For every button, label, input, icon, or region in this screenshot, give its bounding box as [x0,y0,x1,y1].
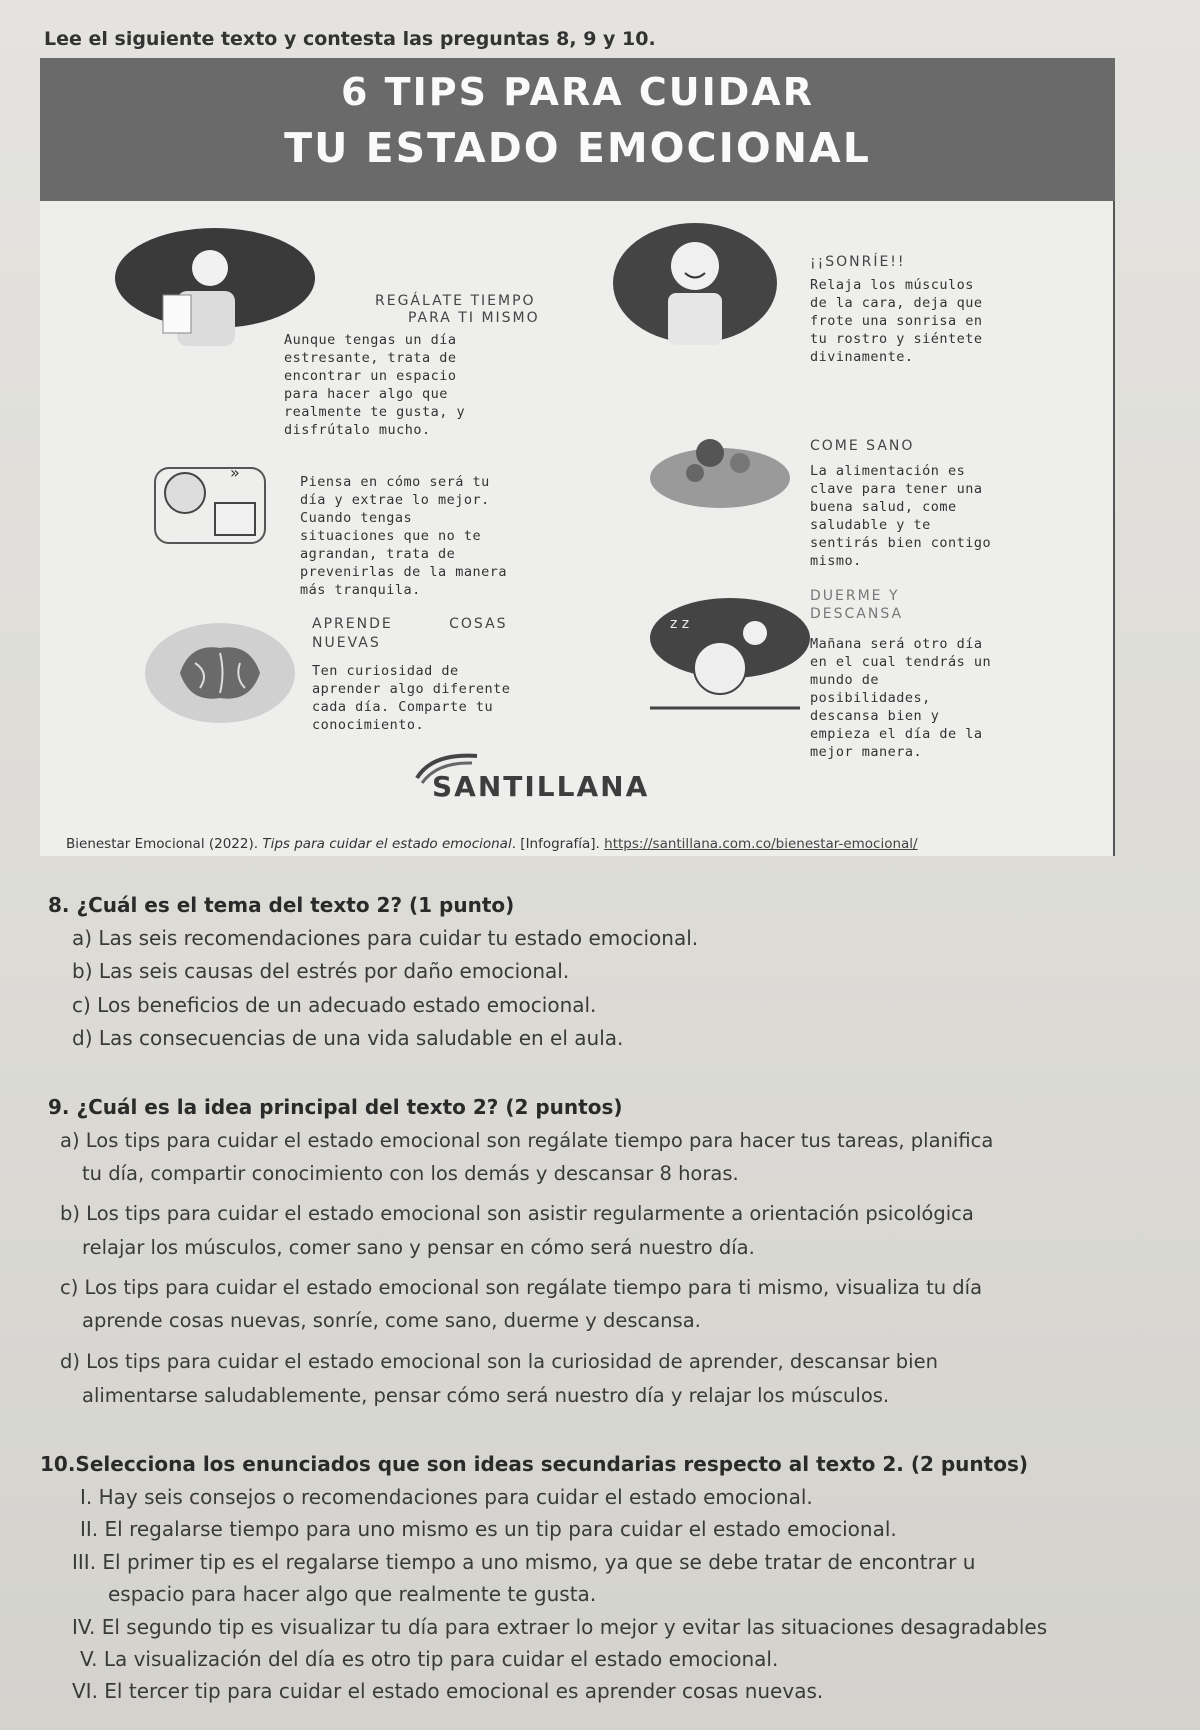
tip-regalate-title2: PARA TI MISMO [408,310,540,326]
q10-statement-vi[interactable]: VI. El tercer tip para cuidar el estado emocional es aprender cosas nuevas. [72,1679,824,1703]
tip-come-title: COME SANO [810,438,915,454]
tip-sonrie-body: Relaja los músculos de la cara, deja que frote una sonrisa en tu rostro y siéntete divinamente. [810,277,983,365]
banner-title-line1: 6 TIPS PARA CUIDAR [341,70,814,114]
citation: Bienestar Emocional (2022). Tips para cuidar el estado emocional. [Infografía]. https://santillana.com.co/bienestar-emocional/ [66,836,918,852]
q8-option-a[interactable]: a) Las seis recomendaciones para cuidar tu estado emocional. [72,926,699,950]
svg-text:z z: z z [670,616,690,632]
sleeping-person-illustration [630,588,810,728]
q9-option-a-line2: tu día, compartir conocimiento con los demás y descansar 8 horas. [82,1162,739,1185]
citation-link[interactable]: https://santillana.com.co/bienestar-emocional/ [604,836,918,852]
tip-sonrie-title: ¡¡SONRÍE!! [810,254,906,270]
q9-option-a-line1[interactable]: a) Los tips para cuidar el estado emocional son regálate tiempo para hacer tus tareas, planifica [60,1129,994,1152]
banner-title-line2: TU ESTADO EMOCIONAL [284,124,871,172]
healthy-food-illustration [640,418,800,518]
tip-duerme-body: Mañana será otro día en el cual tendrás un mundo de posibilidades, descansa bien y empieza el día de la mejor manera. [810,636,992,760]
tip-aprende-body: Ten curiosidad de aprender algo diferente cada día. Comparte tu conocimiento. [312,663,511,733]
tip-duerme-title1: DUERME Y [810,588,900,604]
thinking-girl-illustration [135,458,295,548]
q9-option-c-line1[interactable]: c) Los tips para cuidar el estado emocional son regálate tiempo para ti mismo, visualiza tu día [60,1276,983,1299]
q8-option-d[interactable]: d) Las consecuencias de una vida saludable en el aula. [72,1026,624,1050]
infographic [40,58,1115,856]
q9-option-b-line1[interactable]: b) Los tips para cuidar el estado emocional son asistir regularmente a orientación psicológica [60,1202,974,1225]
svg-text:»: » [230,463,240,482]
q9-option-b-line2: relajar los músculos, comer sano y pensar en cómo será nuestro día. [82,1236,755,1259]
tip-aprende-title2: NUEVAS [312,635,381,651]
santillana-logo-text: SANTILLANA [432,770,650,803]
q10-statement-ii[interactable]: II. El regalarse tiempo para uno mismo es un tip para cuidar el estado emocional. [80,1517,897,1541]
tip-duerme-title2: DESCANSA [810,606,904,622]
infographic-banner [40,58,1115,201]
tip-piensa-body: Piensa en cómo será tu día y extrae lo mejor. Cuando tengas situaciones que no te agrandan, trata de prevenirlas de la manera más tranquila. [300,474,508,598]
question-10-heading: 10.Selecciona los enunciados que son ideas secundarias respecto al texto 2. (2 puntos) [40,1452,1028,1476]
q8-option-b[interactable]: b) Las seis causas del estrés por daño emocional. [72,959,570,983]
q10-statement-iii-line2: espacio para hacer algo que realmente te gusta. [108,1582,597,1606]
tip-come-body: La alimentación es clave para tener una buena salud, come saludable y te sentirás bien contigo mismo. [810,463,992,569]
brain-illustration [140,618,300,728]
tip-regalate-title1: REGÁLATE TIEMPO [375,293,536,309]
smiling-person-illustration [610,218,780,348]
tip-aprende-title1: APRENDE COSAS [312,616,508,632]
q10-statement-i[interactable]: I. Hay seis consejos o recomendaciones para cuidar el estado emocional. [80,1485,813,1509]
q10-statement-v[interactable]: V. La visualización del día es otro tip para cuidar el estado emocional. [80,1647,779,1671]
q10-statement-iii-line1[interactable]: III. El primer tip es el regalarse tiempo a uno mismo, ya que se debe tratar de encontrar u [72,1550,976,1574]
q9-option-d-line2: alimentarse saludablemente, pensar cómo será nuestro día y relajar los músculos. [82,1384,890,1407]
q9-option-c-line2: aprende cosas nuevas, sonríe, come sano, duerme y descansa. [82,1309,701,1332]
instruction-text: Lee el siguiente texto y contesta las preguntas 8, 9 y 10. [44,28,656,50]
question-9-heading: 9. ¿Cuál es la idea principal del texto 2? (2 puntos) [48,1095,623,1119]
q9-option-d-line1[interactable]: d) Los tips para cuidar el estado emocional son la curiosidad de aprender, descansar bien [60,1350,938,1373]
question-8-heading: 8. ¿Cuál es el tema del texto 2? (1 punto) [48,893,515,917]
q8-option-c[interactable]: c) Los beneficios de un adecuado estado emocional. [72,993,597,1017]
q10-statement-iv[interactable]: IV. El segundo tip es visualizar tu día para extraer lo mejor y evitar las situaciones desagradables [72,1615,1048,1639]
tip-regalate-body: Aunque tengas un día estresante, trata de encontrar un espacio para hacer algo que realmente te gusta, y disfrútalo mucho. [284,332,466,438]
